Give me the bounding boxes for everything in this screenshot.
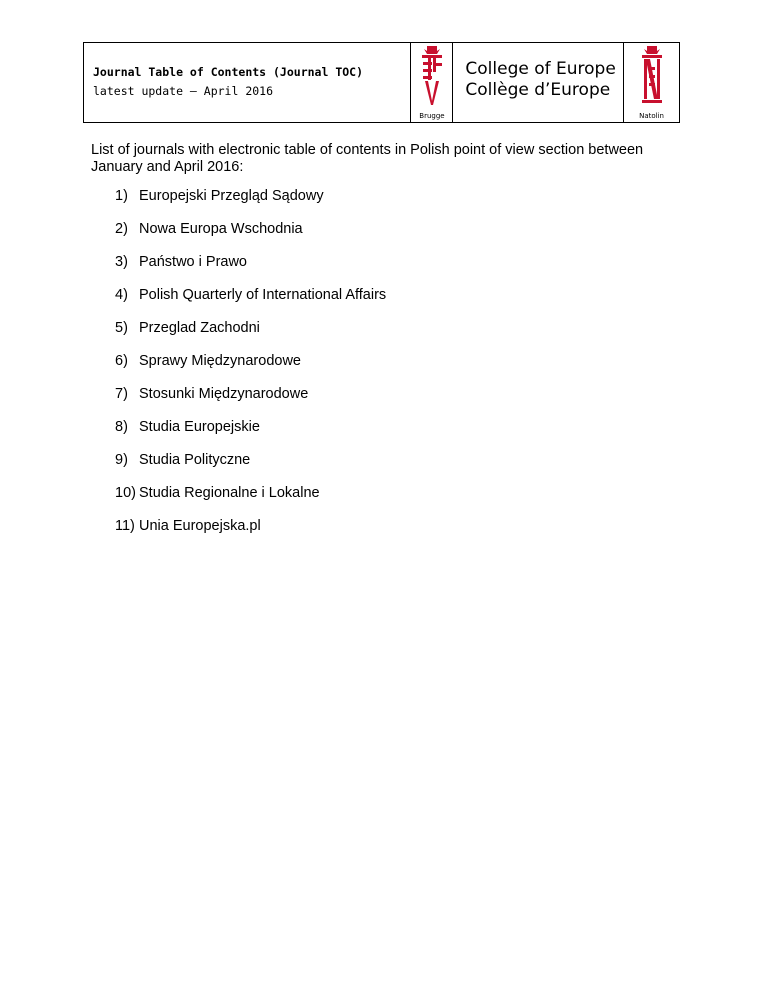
list-item: [115, 518, 386, 551]
list-number: 3): [115, 254, 128, 270]
list-item: [115, 254, 386, 287]
list-item: [115, 320, 386, 353]
college-name-english: College of Europe: [465, 59, 616, 79]
list-number: 11): [115, 518, 135, 534]
natolin-logo-cell: [624, 43, 679, 122]
journal-name: Studia Europejskie: [139, 419, 260, 435]
list-number: 5): [115, 320, 128, 336]
list-item: [115, 419, 386, 452]
list-number: 10): [115, 485, 136, 501]
list-number: 1): [115, 188, 128, 204]
brugge-logo-cell: [411, 43, 453, 122]
college-name-cell: [453, 43, 624, 122]
list-item: [115, 353, 386, 386]
journal-name: Sprawy Międzynarodowe: [139, 353, 301, 369]
header-subtitle: latest update – April 2016: [93, 84, 274, 98]
list-item: [115, 485, 386, 518]
college-of-europe-natolin-logo-icon: [639, 45, 665, 107]
journal-name: Polish Quarterly of International Affairs: [139, 287, 387, 303]
college-of-europe-brugge-logo-icon: [419, 45, 445, 107]
list-item: [115, 221, 386, 254]
journal-name: Przeglad Zachodni: [139, 320, 260, 336]
campus-brugge-label: Brugge: [419, 112, 445, 120]
header-title: Journal Table of Contents (Journal TOC): [93, 65, 364, 79]
list-number: 7): [115, 386, 128, 402]
journal-name: Unia Europejska.pl: [139, 518, 261, 534]
journal-name: Studia Polityczne: [139, 452, 251, 468]
journal-name: Europejski Przegląd Sądowy: [139, 188, 324, 204]
college-name-french: Collège d’Europe: [465, 80, 611, 100]
journal-name: Państwo i Prawo: [139, 254, 247, 270]
journal-list: [115, 188, 386, 551]
journal-name: Stosunki Międzynarodowe: [139, 386, 309, 402]
list-item: [115, 452, 386, 485]
list-item: [115, 188, 386, 221]
list-number: 2): [115, 221, 128, 237]
list-number: 9): [115, 452, 128, 468]
intro-paragraph: List of journals with electronic table of contents in Polish point of view section between January and April 2016:: [91, 142, 644, 175]
list-item: [115, 287, 386, 320]
journal-name: Studia Regionalne i Lokalne: [139, 485, 320, 501]
header-text-cell: [84, 43, 411, 122]
list-number: 6): [115, 353, 128, 369]
campus-natolin-label: Natolin: [639, 112, 664, 120]
document-header: [83, 42, 680, 123]
list-number: 8): [115, 419, 128, 435]
list-number: 4): [115, 287, 128, 303]
journal-name: Nowa Europa Wschodnia: [139, 221, 303, 237]
list-item: [115, 386, 386, 419]
